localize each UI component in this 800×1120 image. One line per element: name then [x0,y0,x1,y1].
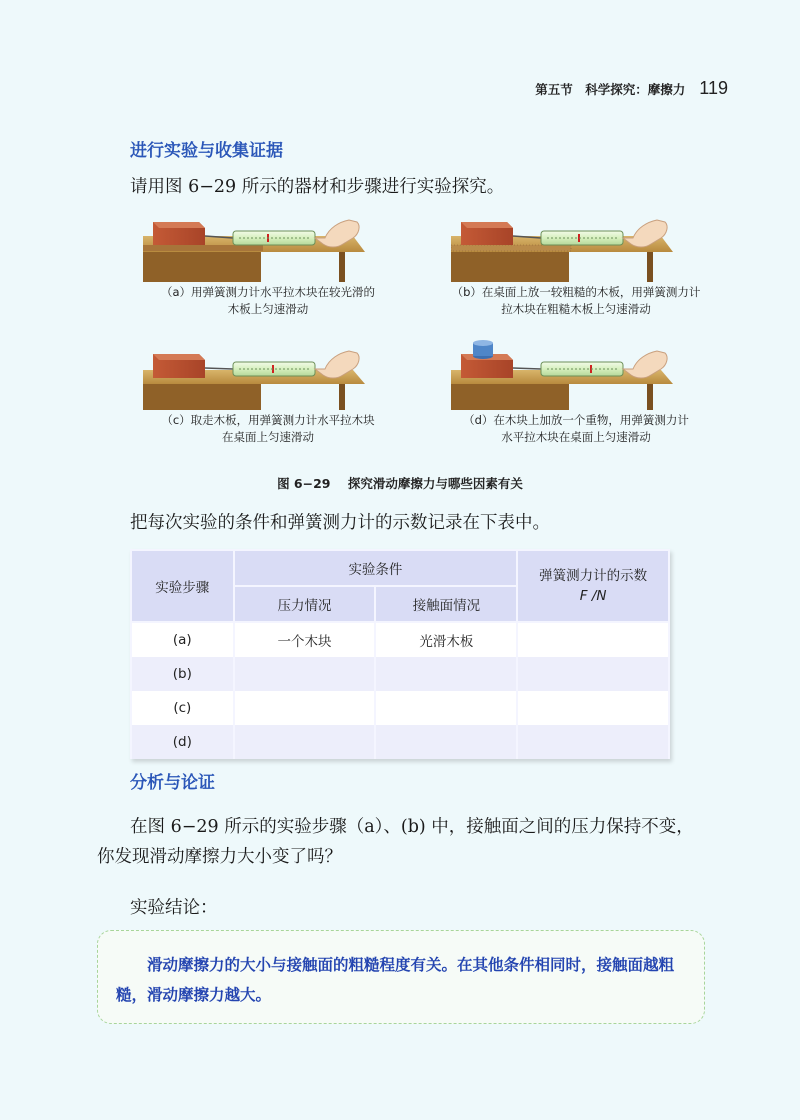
figure-title: 图 6−29 探究滑动摩擦力与哪些因素有关 [277,476,523,491]
col-condition: 实验条件 [234,550,518,586]
table-row [131,657,669,691]
conclusion-text: 滑动摩擦力的大小与接触面的粗糙程度有关。在其他条件相同时，接触面越粗糙，滑动摩擦力越大。 [116,956,675,1004]
figure-panel-c [143,340,383,490]
conclusion-label: 实验结论： [130,898,218,918]
cell-reading[interactable] [517,725,669,759]
figure-panel-d [451,340,691,490]
col-pressure: 压力情况 [234,586,376,622]
cell-surface[interactable] [375,725,517,759]
cell-pressure: 一个木块 [234,622,376,657]
experiment-b-illustration [451,212,681,284]
cell-step: (a) [131,622,234,657]
table-row [131,622,669,657]
col-surface: 接触面情况 [375,586,517,622]
cell-reading[interactable] [517,691,669,725]
table-intro: 把每次实验的条件和弹簧测力计的示数记录在下表中。 [130,513,550,533]
intro-paragraph: 请用图 6−29 所示的器材和步骤进行实验探究。 [130,177,505,197]
cell-reading[interactable] [517,657,669,691]
question-line-1: 在图 6−29 所示的实验步骤（a）、(b) 中，接触面之间的压力保持不变， [130,817,694,837]
cell-pressure[interactable] [234,725,376,759]
cell-pressure[interactable] [234,657,376,691]
table-row [131,725,669,759]
cell-pressure[interactable] [234,691,376,725]
rough-board [451,245,571,251]
cell-step: (d) [131,725,234,759]
section-heading-analysis: 分析与论证 [130,773,215,793]
col-step: 实验步骤 [131,550,234,622]
cell-step: (c) [131,691,234,725]
smooth-board [143,245,263,251]
page-number: 119 [699,78,728,98]
record-table [130,549,670,759]
section-heading-experiment: 进行实验与收集证据 [130,141,283,161]
weight-icon [473,340,493,359]
caption-c: （c）取走木板，用弹簧测力计水平拉木块 在桌面上匀速滑动 [161,413,375,444]
caption-b: （b）在桌面上放一较粗糙的木板，用弹簧测力计 拉木块在粗糙木板上匀速滑动 [451,285,701,316]
col-reading: 弹簧测力计的示数 F /N [517,550,669,622]
cell-surface[interactable] [375,657,517,691]
experiment-d-illustration [451,340,681,412]
cell-reading[interactable] [517,622,669,657]
cell-surface: 光滑木板 [375,622,517,657]
section-title: 第五节 科学探究：摩擦力 [535,82,686,97]
caption-a: （a）用弹簧测力计水平拉木块在较光滑的 木板上匀速滑动 [160,285,376,316]
page-header [535,78,728,99]
caption-d: （d）在木块上加放一个重物，用弹簧测力计 水平拉木块在桌面上匀速滑动 [463,413,689,444]
experiment-a-illustration [143,212,373,284]
cell-surface[interactable] [375,691,517,725]
experiment-c-illustration [143,340,373,412]
question-line-2: 你发现滑动摩擦力大小变了吗？ [97,847,342,867]
cell-step: (b) [131,657,234,691]
table-row [131,691,669,725]
